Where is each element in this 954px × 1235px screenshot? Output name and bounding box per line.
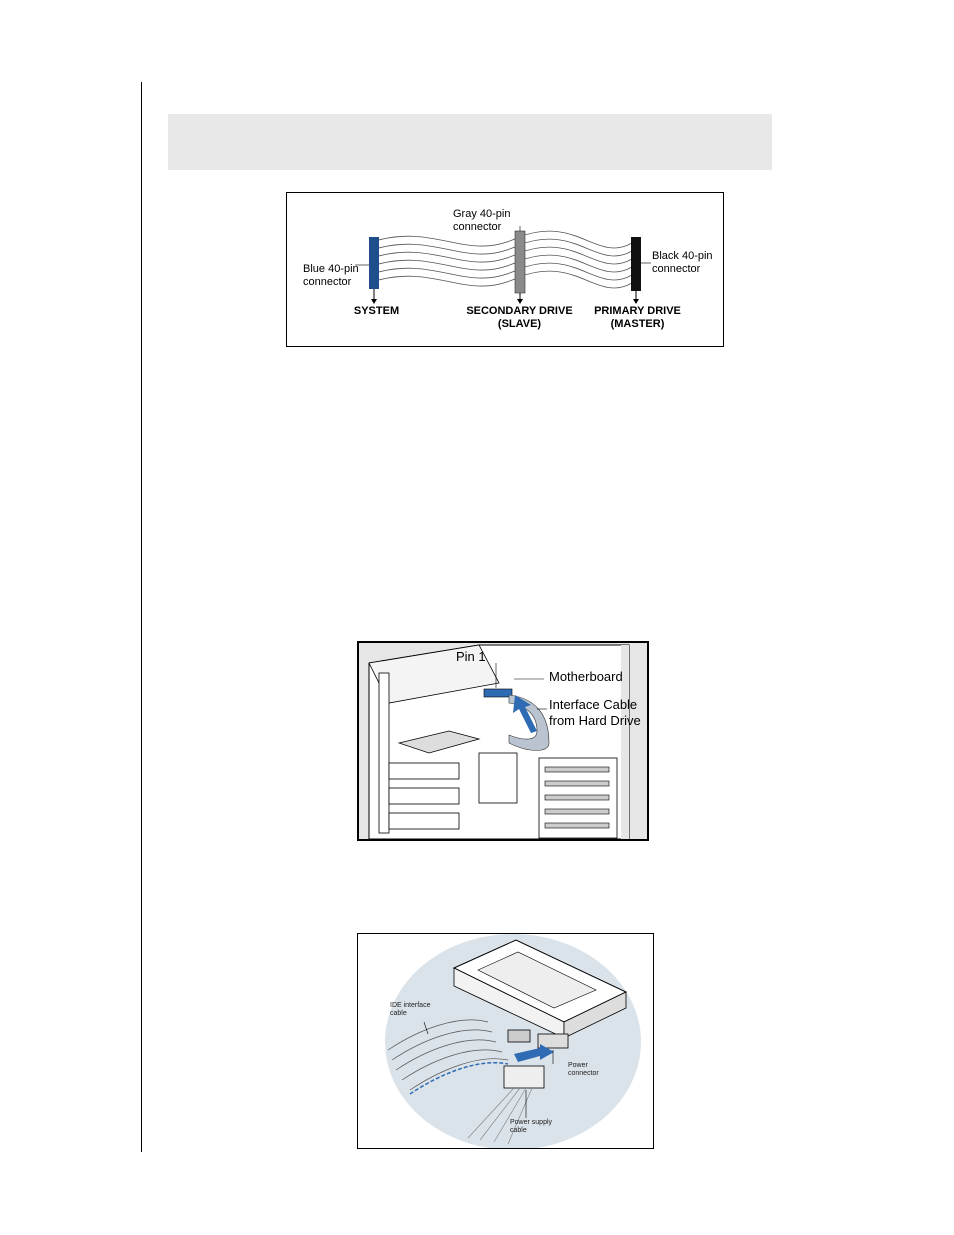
- black-connector-shape: [631, 237, 641, 291]
- gray-connector-shape: [515, 231, 525, 293]
- interface-cable-label: Interface Cable from Hard Drive: [549, 697, 641, 728]
- drive-connectors-figure: [357, 933, 654, 1149]
- black-connector-label: Black 40-pin connector: [652, 250, 713, 275]
- hard-drive-illustration: [358, 934, 653, 1148]
- blue-connector-label: Blue 40-pin connector: [303, 263, 359, 288]
- section-header-band: [168, 114, 772, 170]
- pin1-label: Pin 1: [456, 649, 486, 664]
- power-supply-cable-label: Power supply cable: [510, 1119, 553, 1134]
- blue-connector-shape: [369, 237, 379, 289]
- ide-cable-label: IDE interface cable: [390, 1002, 431, 1017]
- power-connector-label: Power connector: [568, 1062, 599, 1077]
- ide-cable-diagram: [286, 192, 724, 347]
- margin-rule: [141, 82, 142, 1152]
- motherboard-label: Motherboard: [549, 669, 623, 684]
- motherboard-connection-figure: [357, 641, 649, 841]
- primary-drive-label: PRIMARY DRIVE (MASTER): [594, 305, 681, 330]
- secondary-drive-label: SECONDARY DRIVE (SLAVE): [466, 305, 573, 330]
- gray-connector-label: Gray 40-pin connector: [453, 208, 511, 233]
- system-label: SYSTEM: [353, 305, 400, 317]
